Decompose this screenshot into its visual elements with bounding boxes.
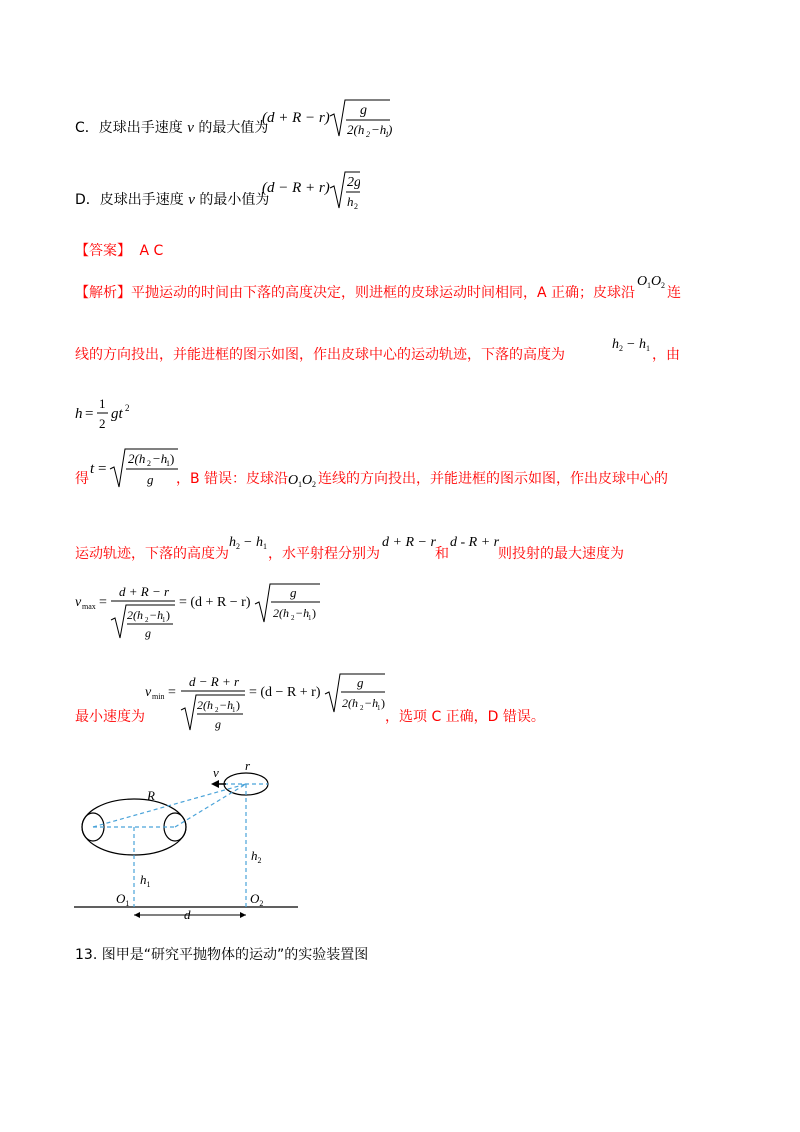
- svg-text:O1: $O_1$: [116, 891, 130, 908]
- svg-text:−: −: [627, 337, 635, 352]
- answer-tag: 【答案】: [75, 243, 131, 259]
- svg-text:2: 2: [125, 403, 130, 413]
- svg-text:(d − R + r): (d − R + r): [262, 180, 330, 196]
- svg-text:O: O: [637, 274, 648, 289]
- svg-text:O2: $O_2$: [250, 891, 264, 908]
- svg-text:h2: $h_2$: [251, 848, 262, 865]
- analysis-line-5-b: ，水平射程分别为: [268, 546, 380, 562]
- answer-value: A C: [139, 243, 164, 259]
- svg-text:= (d − R + r): = (d − R + r): [249, 685, 321, 700]
- analysis-tag: 【解析】: [75, 285, 131, 301]
- formula-t-sqrt: [90, 445, 180, 495]
- svg-text:(d + R − r): (d + R − r): [262, 110, 330, 126]
- svg-text:2: 2: [366, 130, 370, 139]
- svg-text:1: 1: [162, 616, 166, 624]
- option-d: [75, 191, 269, 209]
- option-c-var: v: [187, 120, 194, 136]
- option-d-text: 的最小值为: [199, 192, 270, 208]
- svg-text:2: 2: [360, 704, 364, 712]
- range-2: [450, 532, 500, 556]
- svg-text:−h: −h: [149, 608, 164, 622]
- question-13: 13. 图甲是“研究平抛物体的运动”的实验装置图: [75, 947, 369, 963]
- velocity-arrow: [211, 780, 219, 788]
- analysis-text-1-end: 连: [667, 285, 681, 301]
- label-R: R: [147, 788, 155, 803]
- analysis-text-2-end: ，由: [652, 347, 680, 363]
- svg-text:gt: gt: [111, 406, 123, 422]
- svg-text:v: v: [145, 685, 152, 700]
- svg-text:1: 1: [232, 706, 236, 714]
- svg-text:h: h: [75, 406, 83, 422]
- svg-text:h: h: [256, 535, 263, 550]
- analysis-line-4-start: 得: [75, 471, 89, 487]
- svg-text:d + R − r: d + R − r: [119, 584, 170, 599]
- svg-text:h: h: [229, 535, 236, 550]
- o1o2-symbol-2: [288, 470, 318, 494]
- analysis-line-1: [75, 284, 635, 302]
- svg-text:2(h: 2(h: [342, 696, 358, 710]
- svg-text:O: O: [288, 473, 299, 488]
- label-O1: O: [116, 891, 126, 906]
- svg-text:−h: −h: [295, 606, 310, 620]
- answer-line: [75, 242, 163, 260]
- o1o2-symbol-1: [637, 271, 667, 295]
- option-d-formula: [260, 168, 360, 218]
- svg-text:g: g: [145, 626, 151, 640]
- svg-text:): ): [381, 696, 385, 710]
- svg-text:1: 1: [377, 704, 381, 712]
- svg-text:O: O: [651, 274, 662, 289]
- option-c-formula-svg: [260, 96, 395, 142]
- svg-text:1: 1: [99, 396, 106, 411]
- svg-text:2(h: 2(h: [127, 608, 143, 622]
- svg-text:=: =: [85, 406, 94, 422]
- label-h2: h: [251, 848, 258, 863]
- svg-text:−: −: [244, 535, 252, 550]
- dashed-lines: [93, 784, 268, 907]
- option-c-text: 的最大值为: [198, 120, 269, 136]
- formula-vmax: [75, 576, 325, 646]
- svg-text:2: 2: [661, 281, 665, 290]
- svg-text:h: h: [347, 194, 354, 209]
- svg-text:O: O: [302, 473, 313, 488]
- label-r: r: [245, 760, 251, 773]
- svg-text:2: 2: [147, 459, 151, 468]
- svg-text:1: 1: [647, 281, 651, 290]
- label-v: v: [213, 765, 219, 780]
- svg-text:=: =: [99, 595, 107, 610]
- formula-h-half-gt2: [75, 394, 145, 438]
- svg-text:): ): [388, 122, 393, 137]
- svg-text:= (d + R − r): = (d + R − r): [179, 595, 251, 610]
- svg-text:1: 1: [646, 344, 650, 353]
- svg-text:d - R + r: d - R + r: [450, 535, 500, 550]
- svg-text:2(h: 2(h: [273, 606, 289, 620]
- analysis-line-7-end: ，选项 C 正确，D 错误。: [385, 709, 545, 725]
- analysis-line-4: ，B 错误：皮球沿: [176, 471, 289, 487]
- svg-text:g: g: [290, 585, 297, 600]
- svg-text:): ): [166, 608, 170, 622]
- svg-text:−h: −h: [219, 698, 234, 712]
- option-d-label: D．皮球出手速度: [75, 192, 184, 208]
- label-O2: O: [250, 891, 260, 906]
- label-d: d: [184, 907, 191, 922]
- svg-text:2: 2: [619, 344, 623, 353]
- projectile-figure: [70, 760, 310, 934]
- svg-text:−h: −h: [371, 122, 387, 137]
- svg-text:=: =: [98, 461, 107, 477]
- analysis-line-5-c: 和: [435, 546, 449, 562]
- svg-text:): ): [170, 451, 175, 466]
- svg-text:2(h: 2(h: [197, 698, 213, 712]
- svg-text:h: h: [639, 337, 646, 352]
- svg-text:2: 2: [291, 614, 295, 622]
- svg-text:h1: $h_1$: [140, 872, 151, 889]
- svg-text:): ): [312, 606, 316, 620]
- svg-text:v: v: [75, 595, 82, 610]
- analysis-line-5-d: 则投射的最大速度为: [498, 546, 624, 562]
- svg-text:2: 2: [99, 416, 106, 431]
- analysis-line-2: 线的方向投出，并能进框的图示如图，作出皮球中心的运动轨迹，下落的高度为: [75, 347, 565, 363]
- svg-text:h: h: [612, 337, 619, 352]
- svg-text:d − R + r: d − R + r: [189, 674, 240, 689]
- svg-text:−h: −h: [152, 451, 168, 466]
- svg-text:1: 1: [166, 459, 170, 468]
- svg-text:2(h: 2(h: [347, 122, 365, 137]
- svg-text:min: min: [152, 692, 165, 701]
- svg-text:g: g: [360, 103, 367, 118]
- svg-text:max: max: [82, 602, 96, 611]
- svg-text:1: 1: [298, 480, 302, 489]
- svg-text:g: g: [147, 472, 154, 487]
- svg-text:−h: −h: [364, 696, 379, 710]
- svg-text:1: 1: [263, 542, 267, 551]
- label-h1: h: [140, 872, 147, 887]
- svg-text:=: =: [168, 685, 176, 700]
- option-d-var: v: [188, 192, 195, 208]
- analysis-line-7: 最小速度为: [75, 709, 145, 725]
- svg-text:1: 1: [308, 614, 312, 622]
- svg-text:2g: 2g: [347, 175, 360, 190]
- svg-text:2(h: 2(h: [128, 451, 146, 466]
- svg-text:2: 2: [236, 542, 240, 551]
- analysis-line-4-b: 连线的方向投出，并能进框的图示如图，作出皮球中心的: [318, 471, 668, 487]
- svg-text:g: g: [357, 675, 364, 690]
- svg-text:d + R − r: d + R − r: [382, 535, 436, 550]
- range-1: [382, 532, 438, 556]
- formula-vmin: [145, 672, 390, 742]
- svg-text:g: g: [215, 717, 221, 731]
- option-c-label: C．皮球出手速度: [75, 120, 183, 136]
- svg-text:2: 2: [312, 480, 316, 489]
- svg-text:2: 2: [354, 202, 358, 211]
- svg-text:t: t: [90, 461, 95, 477]
- figure-svg: [70, 760, 310, 930]
- option-c-formula: [260, 96, 395, 147]
- option-d-formula-svg: [260, 168, 360, 214]
- analysis-text-1: 平抛运动的时间由下落的高度决定，则进框的皮球运动时间相同，A 正确；皮球沿: [131, 285, 636, 301]
- svg-text:2: 2: [145, 616, 149, 624]
- option-c: [75, 119, 268, 137]
- svg-text:2: 2: [215, 706, 219, 714]
- analysis-line-5: 运动轨迹，下落的高度为: [75, 546, 229, 562]
- svg-text:): ): [236, 698, 240, 712]
- svg-text:1: 1: [385, 130, 389, 139]
